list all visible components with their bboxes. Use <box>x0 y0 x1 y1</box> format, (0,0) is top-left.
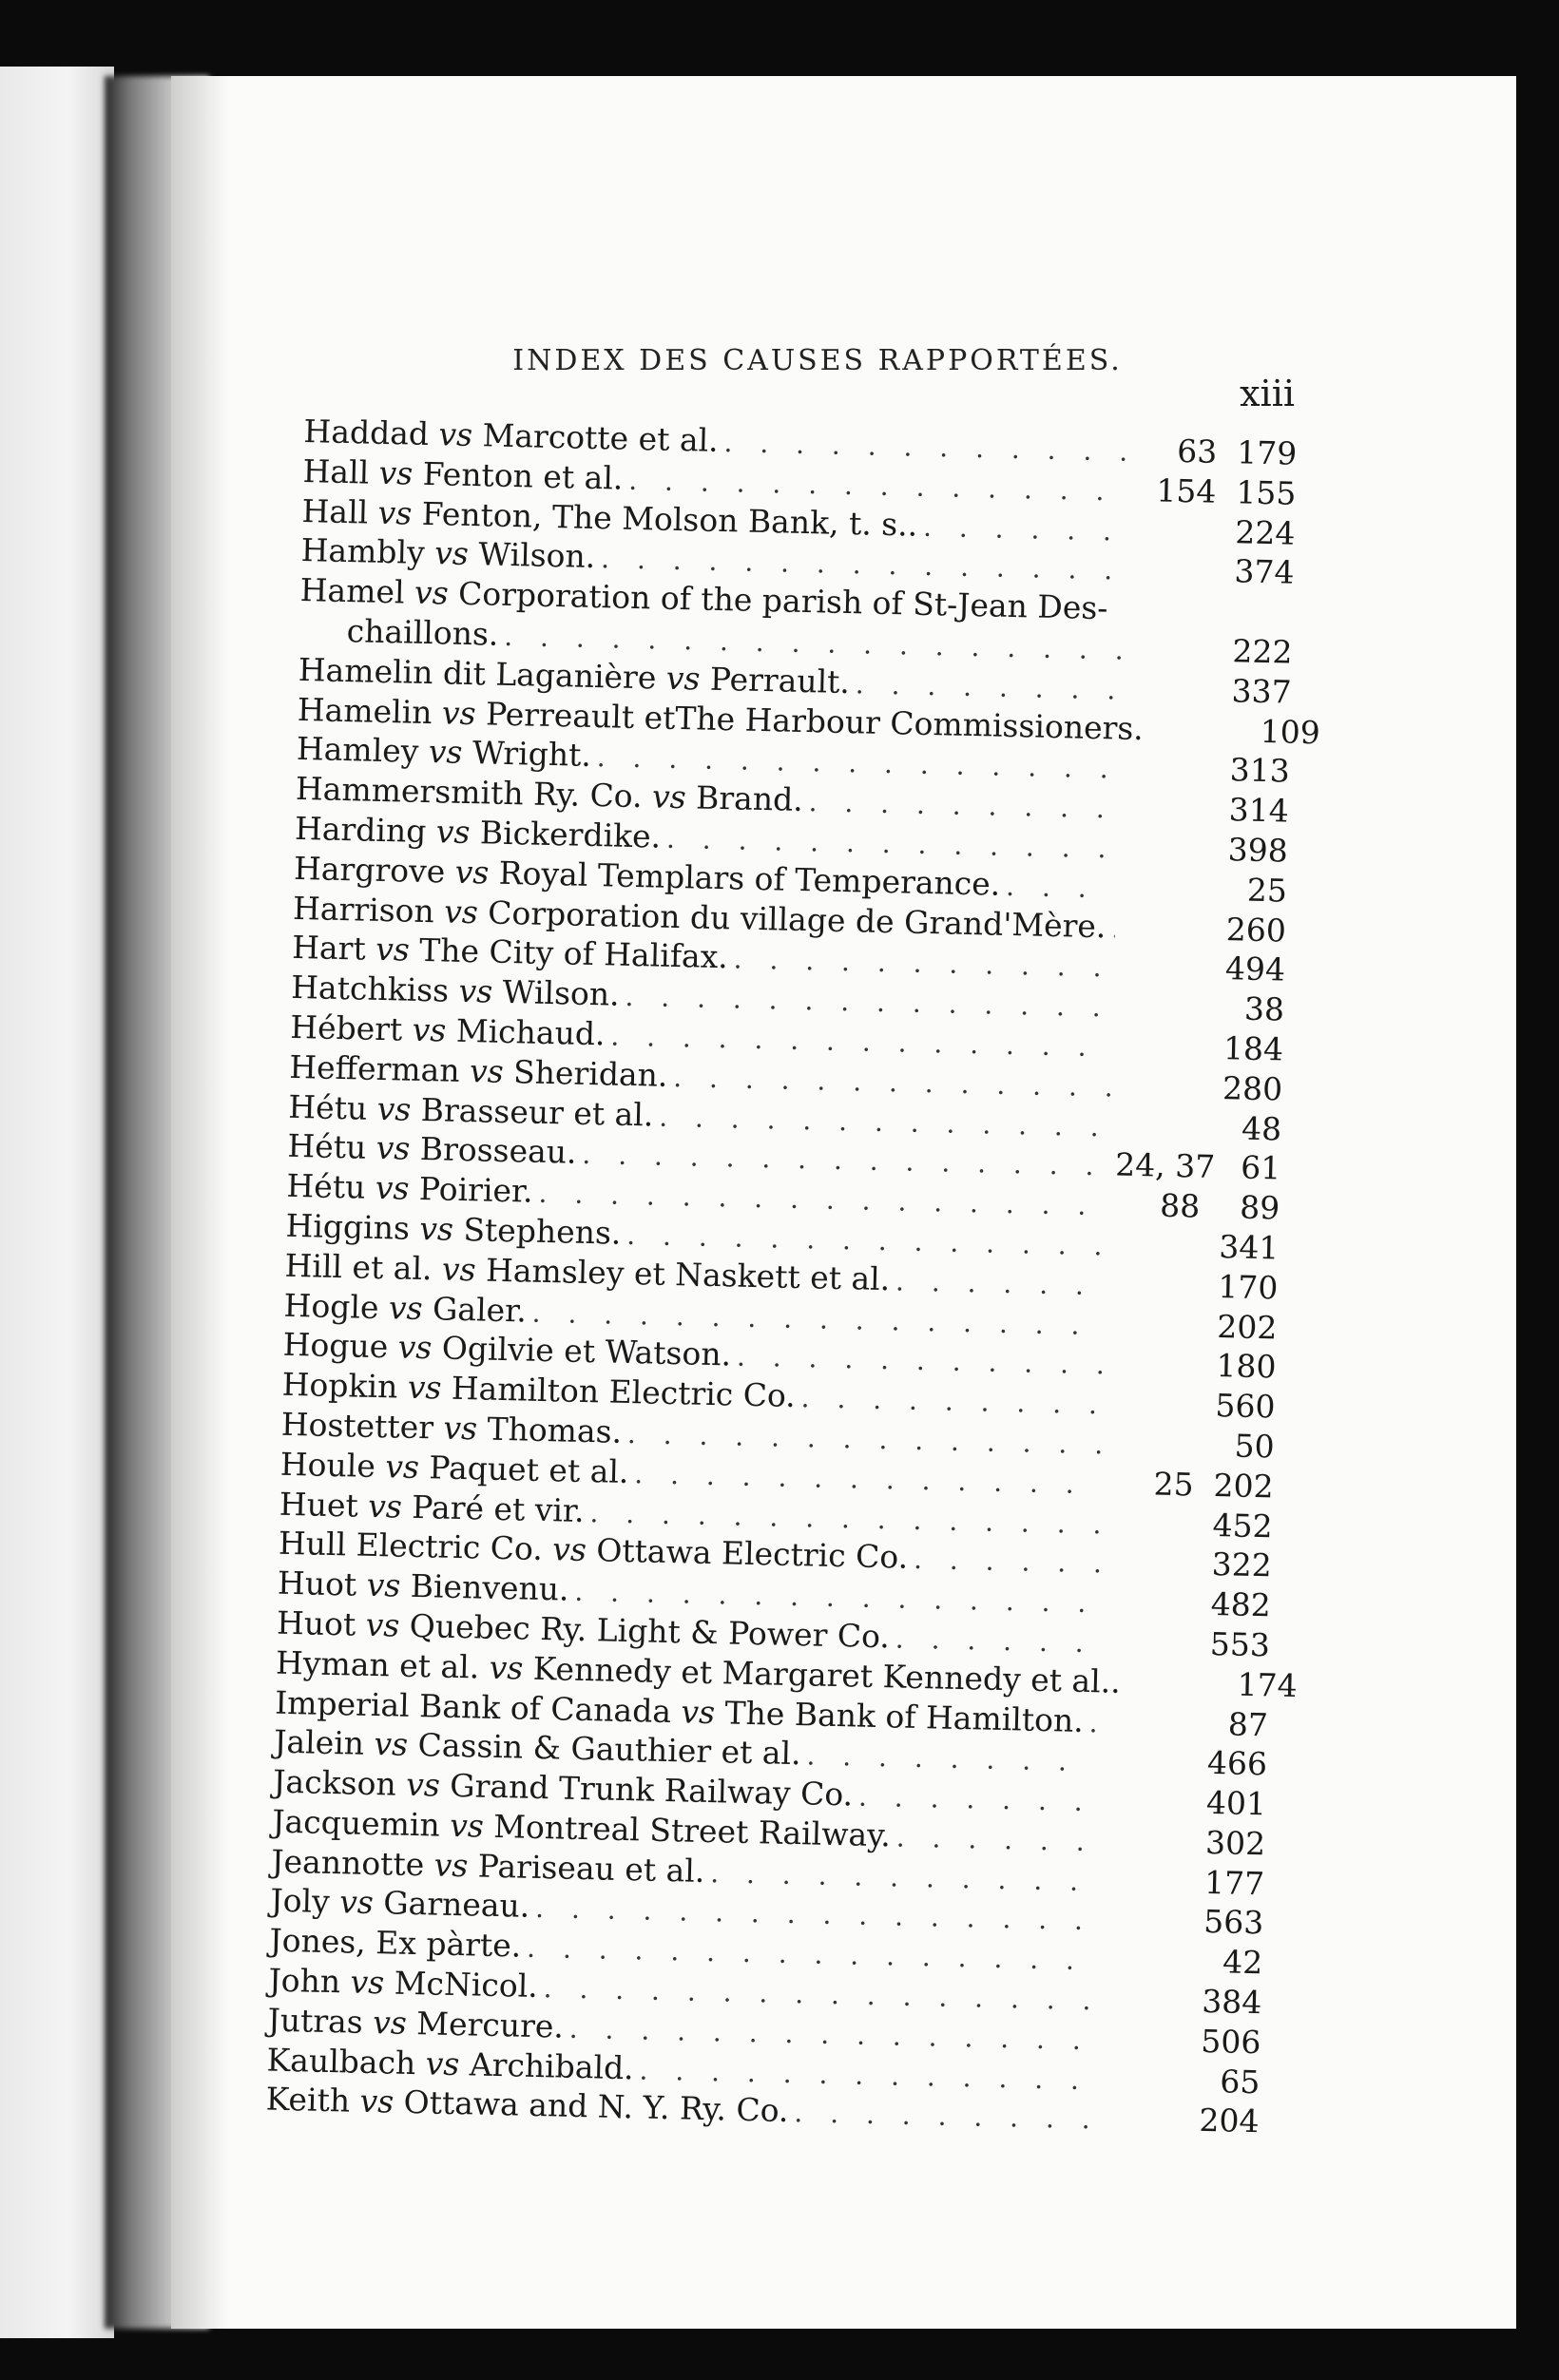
page-reference: 314 <box>1228 791 1290 830</box>
defendant: Thomas. <box>487 1410 623 1450</box>
versus-marker: vs <box>366 1565 401 1604</box>
secondary-page-refs <box>1155 739 1241 741</box>
versus-marker: vs <box>414 573 450 612</box>
facing-page-edge <box>0 67 114 2338</box>
page-reference: 48 <box>1241 1109 1282 1148</box>
defendant: Brand. <box>695 778 804 819</box>
page-reference: 452 <box>1212 1506 1274 1545</box>
plaintiff: Hamel <box>299 571 406 611</box>
versus-marker: vs <box>435 813 471 852</box>
plaintiff: Hall <box>302 451 370 491</box>
versus-marker: vs <box>469 1051 505 1090</box>
defendant: Hamilton Electric Co. <box>451 1369 797 1415</box>
plaintiff: Jeannotte <box>270 1842 425 1883</box>
defendant: McNicol. <box>394 1964 539 2006</box>
plaintiff: Hétu <box>287 1087 368 1127</box>
plaintiff: Hamelin <box>297 690 433 731</box>
case-parties <box>267 2001 564 2044</box>
page-reference: 109 <box>1260 712 1321 751</box>
secondary-page-refs <box>1109 1414 1195 1416</box>
defendant: Sheridan. <box>512 1052 668 1094</box>
versus-marker: vs <box>359 2082 395 2121</box>
plaintiff: Jalein <box>273 1722 365 1763</box>
secondary-page-refs <box>1100 1851 1185 1852</box>
dot-leader <box>723 427 1126 468</box>
defendant: Perrault. <box>709 660 851 701</box>
defendant: Corporation of the parish of St-Jean Des- <box>457 574 1108 627</box>
plaintiff: Hétu <box>287 1127 367 1167</box>
secondary-page-refs <box>1096 2009 1182 2011</box>
defendant: Bienvenu. <box>410 1566 569 1608</box>
secondary-page-refs <box>1118 1057 1203 1059</box>
page-reference: 337 <box>1231 671 1293 711</box>
case-parties <box>270 1882 530 1925</box>
dot-leader <box>1088 1707 1097 1738</box>
case-parties <box>289 1048 668 1094</box>
page-reference: 384 <box>1201 1982 1262 2022</box>
plaintiff: Huot <box>276 1603 356 1643</box>
defendant: Perreault etThe Harbour Commissioners. <box>485 694 1145 747</box>
defendant: Kennedy et Margaret Kennedy et al.. <box>532 1649 1122 1700</box>
secondary-page-refs: 154 <box>1155 471 1217 510</box>
defendant: Stephens. <box>463 1210 622 1252</box>
page-reference: 553 <box>1209 1624 1271 1664</box>
secondary-page-refs <box>1124 818 1209 820</box>
secondary-page-refs <box>1097 1970 1183 1972</box>
secondary-page-refs <box>1121 937 1206 939</box>
secondary-page-refs <box>1094 2089 1180 2091</box>
secondary-page-refs <box>1101 1811 1186 1813</box>
plaintiff: Hogle <box>283 1286 379 1326</box>
dot-leader <box>806 1740 1096 1778</box>
secondary-page-refs <box>1099 1891 1184 1892</box>
plaintiff: Jackson <box>272 1762 397 1803</box>
secondary-page-refs: 63 <box>1176 432 1218 470</box>
versus-marker: vs <box>443 1409 478 1448</box>
dot-leader <box>1111 912 1115 944</box>
page-reference: 177 <box>1203 1863 1265 1902</box>
dot-leader <box>856 668 1121 705</box>
plaintiff: John <box>268 1961 341 2001</box>
case-parties <box>280 1406 622 1450</box>
dot-leader <box>1006 871 1116 905</box>
versus-marker: vs <box>407 1368 442 1407</box>
plaintiff: Hyman et al. <box>275 1643 480 1686</box>
defendant: Quebec Ry. Light & Power Co. <box>409 1606 891 1656</box>
versus-marker: vs <box>438 415 473 454</box>
versus-marker: vs <box>338 1883 375 1922</box>
page-reference: 222 <box>1232 632 1293 671</box>
page-reference: 202 <box>1213 1466 1275 1506</box>
page-reference: 560 <box>1215 1387 1276 1426</box>
plaintiff: Hogue <box>282 1326 389 1366</box>
defendant: Bickerdike. <box>479 814 662 855</box>
versus-marker: vs <box>397 1328 433 1367</box>
dot-leader <box>733 944 1114 984</box>
secondary-page-refs <box>1126 699 1211 701</box>
case-parties <box>290 1008 606 1053</box>
defendant: Galer. <box>432 1289 528 1330</box>
dot-leader <box>808 786 1118 824</box>
defendant: Cassin & Gauthier et al. <box>417 1726 802 1773</box>
versus-marker: vs <box>433 534 470 573</box>
scan-border <box>1516 76 1559 2329</box>
page-reference: 506 <box>1200 2022 1261 2062</box>
page-reference: 341 <box>1218 1228 1280 1267</box>
page-reference: 50 <box>1234 1427 1276 1466</box>
secondary-page-refs <box>1124 778 1209 780</box>
page-reference: 466 <box>1206 1744 1268 1783</box>
dot-leader <box>923 510 1125 547</box>
dot-leader <box>737 1341 1106 1381</box>
secondary-page-refs <box>1106 1613 1191 1615</box>
secondary-page-refs <box>1122 897 1207 899</box>
versus-marker: vs <box>651 777 687 816</box>
secondary-page-refs <box>1111 1334 1197 1336</box>
page-reference: 184 <box>1222 1029 1284 1068</box>
secondary-page-refs <box>1107 1533 1192 1535</box>
page-reference: 180 <box>1216 1347 1277 1386</box>
plaintiff: Houle <box>279 1445 376 1485</box>
secondary-page-refs <box>1110 1374 1196 1376</box>
defendant: Mercure. <box>415 2005 565 2045</box>
dot-leader <box>710 1857 1094 1897</box>
defendant: Hamsley et Naskett et al. <box>485 1251 891 1297</box>
defendant: Paré et vir. <box>411 1488 586 1529</box>
versus-marker: vs <box>372 2003 408 2042</box>
case-parties <box>302 452 624 497</box>
plaintiff: Hopkin <box>281 1365 398 1406</box>
versus-marker: vs <box>441 693 477 732</box>
secondary-page-refs <box>1120 977 1205 979</box>
page-reference: 61 <box>1240 1148 1281 1187</box>
plaintiff: Hammersmith Ry. Co. <box>295 770 644 816</box>
page-reference: 170 <box>1217 1267 1279 1307</box>
secondary-page-refs <box>1098 1930 1184 1932</box>
case-parties <box>278 1564 569 1608</box>
case-parties <box>285 1207 622 1252</box>
page-reference: 204 <box>1199 2102 1260 2140</box>
plaintiff: Hatchkiss <box>290 969 450 1009</box>
page-reference: 224 <box>1234 512 1296 552</box>
dot-leader <box>666 823 1117 865</box>
case-parties <box>297 730 592 774</box>
page-reference: 401 <box>1205 1784 1267 1823</box>
secondary-page-refs <box>1112 1295 1198 1296</box>
versus-marker: vs <box>374 1725 409 1764</box>
case-parties <box>286 1167 533 1210</box>
secondary-page-refs <box>1131 1693 1217 1695</box>
defendant: Ottawa Electric Co. <box>595 1531 909 1577</box>
page-reference: 174 <box>1237 1665 1299 1704</box>
defendant: Ogilvie et Watson. <box>441 1329 732 1373</box>
defendant: Garneau. <box>382 1884 530 1926</box>
versus-marker: vs <box>350 1963 385 2002</box>
page-reference: 280 <box>1222 1068 1283 1108</box>
secondary-page-refs <box>1117 1096 1203 1098</box>
case-parties <box>283 1286 527 1329</box>
defendant: Michaud. <box>455 1011 606 1053</box>
page-reference: 202 <box>1217 1307 1278 1346</box>
plaintiff: Hart <box>291 929 367 968</box>
plaintiff: Jones, Ex pàrte. <box>269 1921 522 1965</box>
secondary-page-refs <box>1116 1136 1202 1138</box>
page-reference: 302 <box>1204 1823 1266 1863</box>
secondary-page-refs <box>1107 1573 1192 1575</box>
dot-leader <box>1148 715 1149 746</box>
versus-marker: vs <box>449 1806 485 1845</box>
plaintiff: Jacquemin <box>271 1802 441 1844</box>
defendant: The City of Halifax. <box>418 931 729 976</box>
page-reference: 179 <box>1236 433 1298 472</box>
versus-marker: vs <box>375 1169 410 1207</box>
dot-leader <box>895 1622 1100 1659</box>
versus-marker: vs <box>428 733 463 772</box>
secondary-page-refs <box>1119 1017 1204 1019</box>
page-reference: 322 <box>1211 1545 1273 1584</box>
versus-marker: vs <box>378 453 414 492</box>
page-reference: 42 <box>1222 1943 1263 1982</box>
dot-leader <box>858 1781 1096 1818</box>
page-number: xiii <box>1240 373 1295 414</box>
plaintiff: Hétu <box>286 1166 366 1206</box>
defendant: Grand Trunk Railway Co. <box>449 1766 854 1814</box>
secondary-page-refs <box>1126 660 1212 662</box>
plaintiff: Harrison <box>292 889 435 930</box>
versus-marker: vs <box>375 1129 411 1168</box>
page-reference: 89 <box>1239 1188 1280 1227</box>
defendant: Pariseau et al. <box>477 1847 705 1890</box>
dot-leader <box>800 1382 1105 1420</box>
versus-marker: vs <box>433 1846 469 1884</box>
secondary-page-refs: 88 <box>1159 1186 1201 1225</box>
versus-marker: vs <box>376 1089 412 1128</box>
plaintiff: Harding <box>294 809 427 850</box>
page-reference: 38 <box>1243 989 1285 1028</box>
defendant: Poirier. <box>418 1170 534 1210</box>
case-parties <box>269 1922 522 1965</box>
defendant: Fenton et al. <box>422 454 624 497</box>
defendant: Archibald. <box>469 2045 635 2086</box>
case-parties <box>295 810 662 855</box>
secondary-page-refs: 24, 37 <box>1114 1145 1216 1186</box>
versus-marker: vs <box>365 1605 400 1644</box>
page-reference: 374 <box>1234 552 1295 592</box>
page-reference: 563 <box>1203 1903 1264 1942</box>
defendant: Fenton, The Molson Bank, t. s.. <box>421 494 918 544</box>
defendant: Wilson. <box>502 973 621 1013</box>
plaintiff: Hébert <box>289 1008 403 1048</box>
dot-leader <box>659 1101 1111 1142</box>
dot-leader <box>639 2054 1089 2096</box>
secondary-page-refs <box>1129 540 1215 542</box>
secondary-page-refs <box>1113 1255 1199 1257</box>
page-reference: 155 <box>1235 473 1297 512</box>
plaintiff: Higgins <box>285 1206 411 1247</box>
secondary-page-refs <box>1108 1453 1194 1455</box>
case-parties <box>279 1445 628 1489</box>
page-reference: 313 <box>1229 751 1291 790</box>
running-head: INDEX DES CAUSES RAPPORTÉES. <box>512 344 1123 377</box>
secondary-page-refs <box>1093 2129 1179 2131</box>
versus-marker: vs <box>441 1250 477 1289</box>
defendant: Wright. <box>472 734 592 775</box>
defendant-continued: chaillons. <box>346 612 499 653</box>
plaintiff: Kaulbach <box>266 2041 416 2082</box>
secondary-page-refs <box>1102 1772 1187 1774</box>
plaintiff: Hill et al. <box>284 1246 433 1288</box>
defendant: Brosseau. <box>419 1130 577 1172</box>
versus-marker: vs <box>443 892 479 931</box>
versus-marker: vs <box>405 1765 441 1804</box>
dot-leader <box>895 1265 1107 1301</box>
secondary-page-refs <box>1105 1652 1190 1654</box>
versus-marker: vs <box>367 1487 403 1526</box>
page-reference: 482 <box>1210 1585 1272 1624</box>
plaintiff: Keith <box>265 2081 351 2121</box>
case-parties <box>279 1485 586 1528</box>
secondary-page-refs <box>1123 858 1208 860</box>
plaintiff: Haddad <box>303 413 430 452</box>
index-entries <box>265 413 1321 2143</box>
defendant: The Bank of Hamilton. <box>724 1693 1085 1739</box>
case-parties <box>268 1962 538 2005</box>
plaintiff: Jutras <box>267 2001 364 2041</box>
plaintiff: Hamelin dit Laganière <box>298 650 657 697</box>
dot-leader <box>895 1821 1094 1857</box>
versus-marker: vs <box>412 1010 447 1049</box>
secondary-page-refs <box>1128 580 1214 582</box>
plaintiff: Joly <box>270 1882 331 1921</box>
versus-marker: vs <box>681 1692 716 1731</box>
versus-marker: vs <box>454 853 490 892</box>
dot-leader <box>914 1544 1101 1579</box>
defendant: Montreal Street Railway. <box>492 1807 892 1854</box>
plaintiff: Hambly <box>300 531 426 572</box>
versus-marker: vs <box>425 2044 460 2082</box>
versus-marker: vs <box>551 1530 587 1569</box>
plaintiff: Huot <box>277 1564 357 1603</box>
defendant: Ottawa and N. Y. Ry. Co. <box>403 2083 789 2130</box>
versus-marker: vs <box>377 493 413 532</box>
versus-marker: vs <box>418 1209 454 1248</box>
defendant: Paquet et al. <box>428 1448 629 1490</box>
dot-leader <box>794 2098 1088 2136</box>
page-reference: 260 <box>1225 910 1287 950</box>
plaintiff: Hefferman <box>288 1047 461 1089</box>
versus-marker: vs <box>388 1288 424 1327</box>
case-parties <box>287 1127 577 1171</box>
plaintiff: Hall <box>301 491 369 531</box>
plaintiff: Hamley <box>296 730 419 771</box>
plaintiff: Imperial Bank of Canada <box>274 1683 672 1730</box>
defendant: Marcotte et al. <box>482 416 720 459</box>
versus-marker: vs <box>375 931 411 969</box>
page-reference: 494 <box>1224 950 1286 988</box>
page-reference: 398 <box>1227 831 1289 870</box>
plaintiff: Hostetter <box>280 1405 434 1447</box>
dot-leader <box>673 1062 1112 1103</box>
case-parties <box>300 531 595 575</box>
defendant: Brasseur et al. <box>420 1090 654 1134</box>
case-parties <box>288 1087 654 1133</box>
case-parties <box>266 2041 634 2086</box>
versus-marker: vs <box>458 972 493 1010</box>
spine-shadow <box>171 76 228 2329</box>
versus-marker: vs <box>665 659 701 698</box>
page-reference: 65 <box>1219 2062 1261 2101</box>
defendant: Royal Templars of Temperance. <box>498 854 1001 903</box>
versus-marker: vs <box>489 1648 524 1687</box>
plaintiff: Huet <box>279 1485 359 1525</box>
page-reference: 25 <box>1246 871 1288 910</box>
case-parties <box>291 969 620 1013</box>
defendant: Corporation du village de Grand'Mère. <box>487 893 1107 945</box>
versus-marker: vs <box>384 1447 420 1486</box>
secondary-page-refs <box>1095 2049 1181 2051</box>
secondary-page-refs <box>1103 1732 1188 1734</box>
plaintiff: Hargrove <box>293 849 446 891</box>
plaintiff: Hull Electric Co. <box>278 1525 544 1568</box>
secondary-page-refs: 25 <box>1153 1465 1195 1504</box>
defendant: Wilson. <box>477 535 596 576</box>
page-reference: 87 <box>1227 1704 1269 1743</box>
